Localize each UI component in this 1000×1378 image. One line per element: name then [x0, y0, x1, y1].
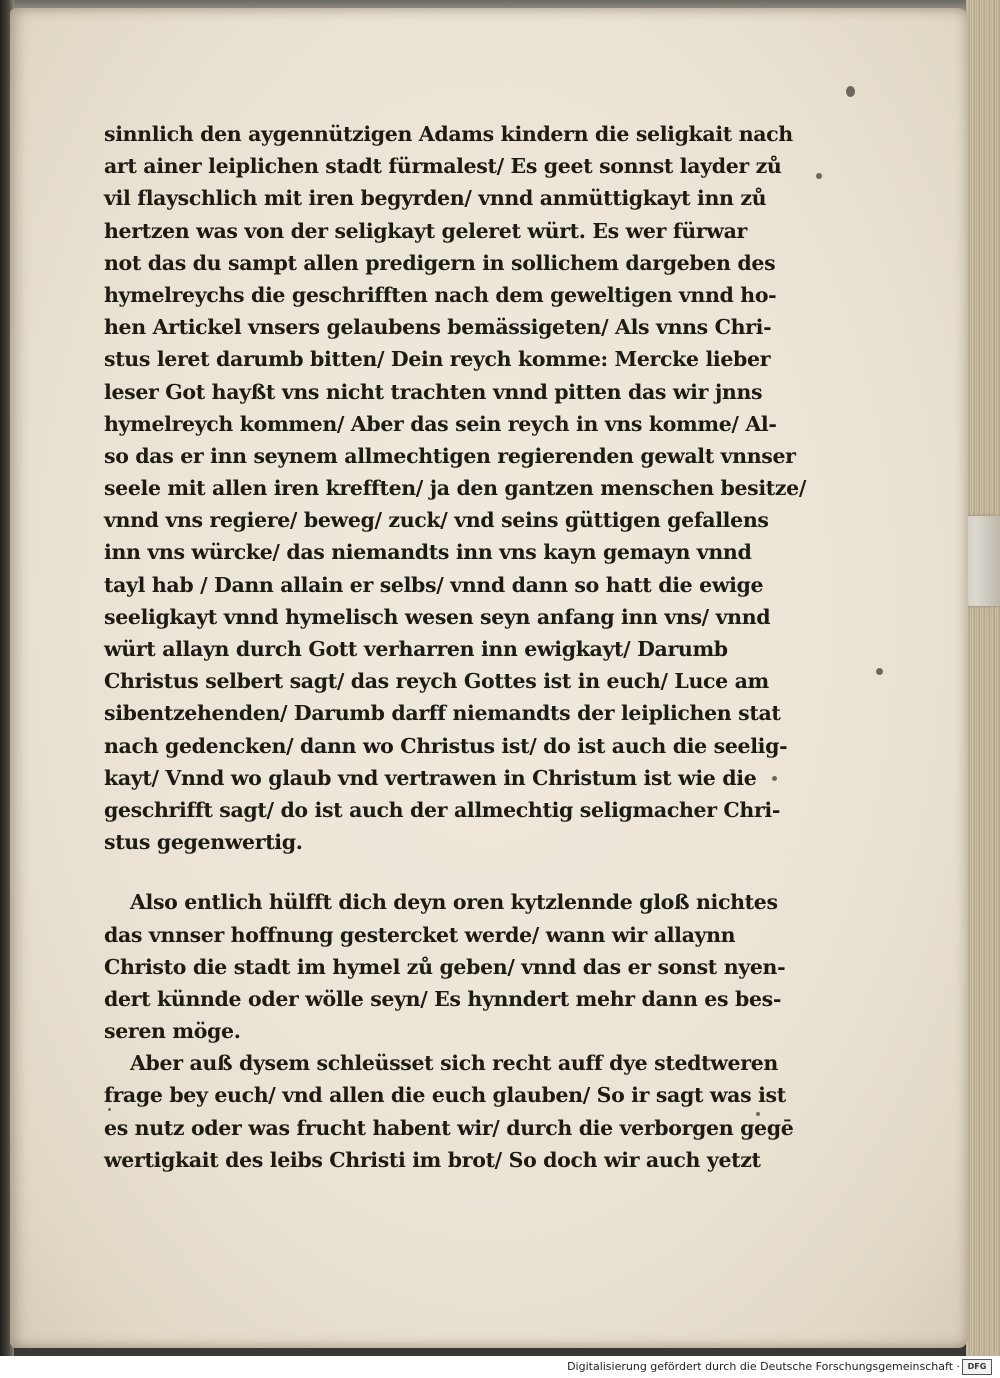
paper-speck — [846, 86, 855, 97]
text-line: stus leret darumb bitten/ Dein reych komme: Mercke lieber — [104, 347, 771, 372]
text-line: sibentzehenden/ Darumb darff niemandts der leiplichen stat — [104, 701, 781, 726]
text-line: vnnd vns regiere/ beweg/ zuck/ vnd seins güttigen gefallens — [104, 508, 769, 533]
text-line: würt allayn durch Gott verharren inn ewigkayt/ Darumb — [104, 637, 728, 661]
text-line: vil flayschlich mit iren begyrden/ vnnd anmüttigkayt inn zů — [104, 186, 767, 211]
page-stack-edge — [966, 0, 1000, 1356]
text-line: geschrifft sagt/ do ist auch der allmechtig seligmacher Chri- — [104, 797, 781, 822]
digitization-footer — [0, 1356, 1000, 1378]
funding-credit: Digitalisierung gefördert durch die Deutsche Forschungsgemeinschaft · — [567, 1360, 960, 1373]
text-line: Christo die stadt im hymel zů geben/ vnnd das er sonst nyen- — [104, 954, 786, 979]
text-line: hen Artickel vnsers gelaubens bemässigeten/ Als vnns Chri- — [104, 315, 772, 340]
text-line: wertigkait des leibs Christi im brot/ So doch wir auch yetzt — [104, 1147, 761, 1172]
text-line: kayt/ Vnnd wo glaub vnd vertrawen in Christum ist wie die — [104, 765, 757, 790]
paper-speck — [876, 668, 883, 675]
text-line: dert künnde oder wölle seyn/ Es hynndert mehr dann es bes- — [104, 986, 782, 1011]
paragraph-1 — [104, 118, 804, 858]
text-line: es nutz oder was frucht habent wir/ durch die verborgen gegē — [104, 1115, 794, 1140]
body-text — [104, 118, 804, 1176]
dfg-logo: DFG — [962, 1359, 992, 1375]
text-line: stus gegenwertig. — [104, 830, 303, 855]
text-line: art ainer leiplichen stadt fürmalest/ Es geet sonnst layder zů — [104, 154, 782, 179]
paragraph-2 — [104, 886, 804, 1047]
paragraph-gap — [104, 858, 804, 886]
paragraph-3 — [104, 1047, 804, 1176]
text-line: nach gedencken/ dann wo Christus ist/ do ist auch die seelig- — [104, 733, 788, 758]
text-line: seele mit allen iren krefften/ ja den gantzen menschen besitze/ — [104, 476, 806, 501]
text-line: not das du sampt allen predigern in sollichem dargeben des — [104, 250, 776, 275]
text-line: Also entlich hülfft dich deyn oren kytzlennde gloß nichtes — [130, 890, 778, 915]
text-line: seren möge. — [104, 1019, 241, 1044]
text-line: frage bey euch/ vnd allen die euch glauben/ So ir sagt was ist — [104, 1083, 786, 1108]
text-line: so das er inn seynem allmechtigen regierenden gewalt vnnser — [104, 443, 796, 468]
text-line: tayl hab / Dann allain er selbs/ vnnd dann so hatt die ewige — [104, 572, 764, 597]
text-line: Christus selbert sagt/ das reych Gottes ist in euch/ Luce am — [104, 669, 769, 694]
text-line: sinnlich den aygennützigen Adams kindern die seligkait nach — [104, 122, 793, 146]
text-line: seeligkayt vnnd hymelisch wesen seyn anfang inn vns/ vnnd — [104, 604, 771, 629]
text-line: leser Got hayßt vns nicht trachten vnnd pitten das wir jnns — [104, 379, 763, 404]
text-line: hymelreychs die geschrifften nach dem geweltigen vnnd ho- — [104, 282, 777, 307]
text-line: das vnnser hoffnung gestercket werde/ wann wir allaynn — [104, 922, 736, 947]
text-line: hymelreych kommen/ Aber das sein reych in vns komme/ Al- — [104, 411, 777, 436]
paper-speck — [816, 173, 822, 179]
text-line: hertzen was von der seligkayt geleret würt. Es wer fürwar — [104, 218, 747, 243]
text-line: inn vns würcke/ das niemandts inn vns kayn gemayn vnnd — [104, 540, 752, 565]
text-line: Aber auß dysem schleüsset sich recht auff dye stedtweren — [130, 1051, 778, 1076]
